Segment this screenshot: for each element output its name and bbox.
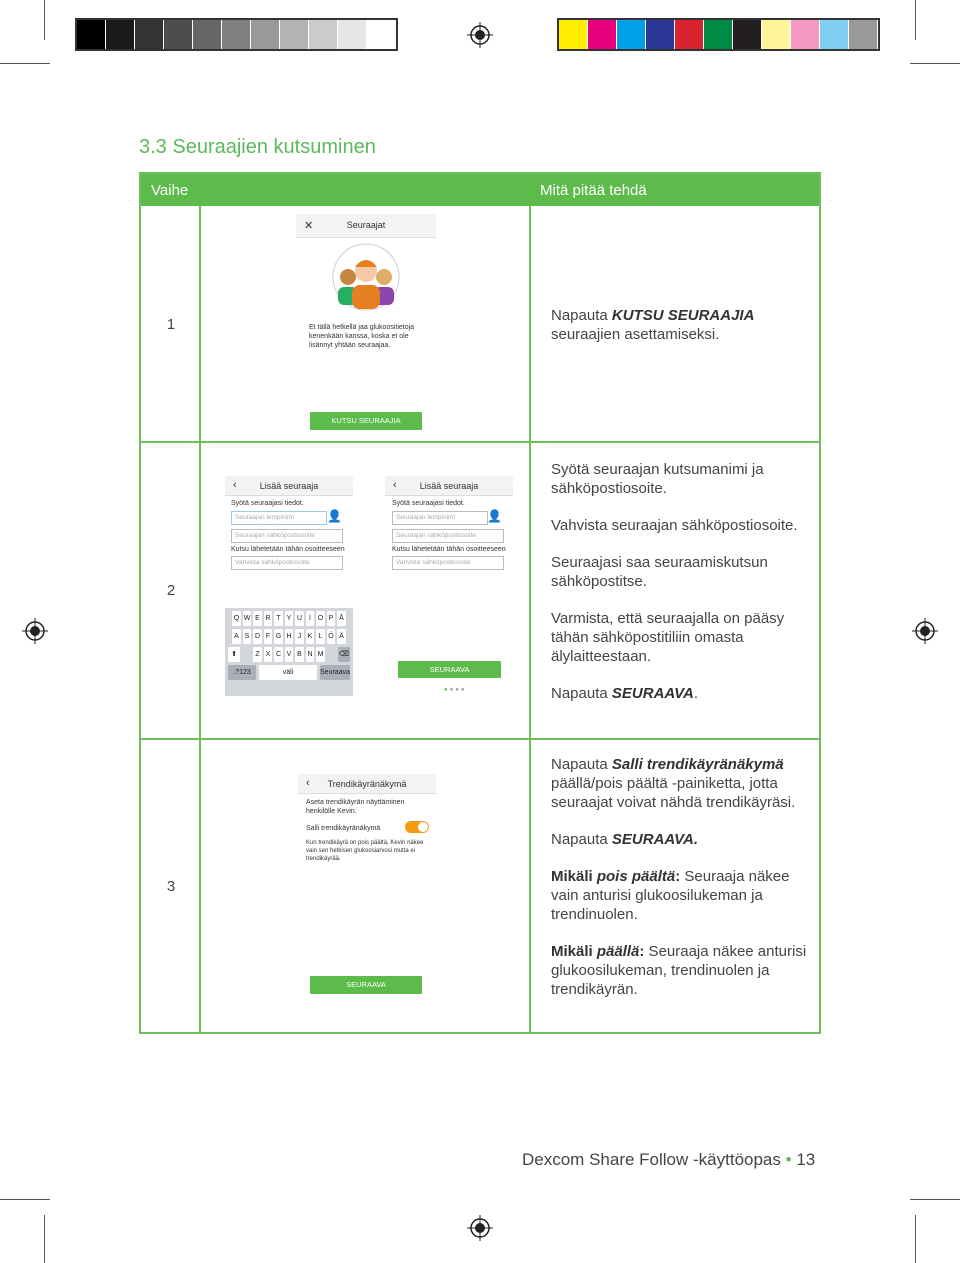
keyboard-key[interactable]: X: [264, 647, 273, 662]
followers-illustration-icon: [332, 243, 400, 311]
empty-followers-message: Et tällä hetkellä jaa glukoositietoja kenenkään kanssa, koska et ole lisännyt yhtään seuraajaa.: [309, 324, 415, 349]
keyboard-key[interactable]: A: [232, 629, 241, 644]
page-footer: [522, 1150, 815, 1170]
registration-mark-icon: [467, 22, 493, 48]
keyboard-key[interactable]: N: [306, 647, 315, 662]
keyboard-key[interactable]: L: [316, 629, 325, 644]
phone-header-title: Trendikäyränäkymä: [327, 779, 407, 789]
text: Napauta: [551, 831, 612, 848]
back-icon[interactable]: ‹: [393, 479, 397, 491]
crop-mark: [915, 1215, 916, 1263]
next-key[interactable]: Seuraava: [320, 665, 350, 680]
back-icon[interactable]: ‹: [233, 479, 237, 491]
invite-address-note: Kutsu lähetetään tähän osoitteeseen: [231, 546, 345, 553]
registration-mark-icon: [912, 618, 938, 644]
invite-followers-button[interactable]: KUTSU SEURAAJIA: [310, 412, 422, 430]
keyboard-key[interactable]: G: [274, 629, 283, 644]
crop-mark: [0, 63, 50, 64]
phone-header: [298, 774, 436, 794]
column-divider: [529, 206, 531, 1032]
text: .: [693, 685, 699, 702]
add-contact-icon[interactable]: 👤: [327, 509, 342, 523]
trend-view-toggle[interactable]: [405, 821, 429, 833]
crop-mark: [910, 1199, 960, 1200]
color-swatch: [193, 20, 222, 49]
color-swatch: [106, 20, 135, 49]
step-number: 1: [166, 316, 176, 333]
bold-term: pois päältä: [596, 868, 676, 885]
crop-mark: [910, 63, 960, 64]
bold-term: :: [675, 868, 681, 885]
step-2-instructions: [551, 460, 811, 721]
table-header: [141, 174, 819, 206]
text: Napauta: [551, 307, 612, 324]
next-button[interactable]: SEURAAVA: [310, 976, 422, 994]
color-swatch: [762, 20, 791, 49]
keyboard-key[interactable]: Y: [285, 611, 294, 626]
back-icon[interactable]: ‹: [306, 777, 310, 789]
text: päällä/pois päältä -painiketta, jotta seuraajat voivat nähdä trendikäyräsi.: [551, 775, 796, 811]
phone-header: [385, 476, 513, 496]
bold-term: SEURAAVA.: [611, 831, 699, 848]
phone-header: [296, 214, 436, 238]
registration-mark-icon: [22, 618, 48, 644]
instruction-text: Seuraajasi saa seuraamiskutsun sähköpostitse.: [551, 554, 768, 590]
color-swatch: [791, 20, 820, 49]
bold-term: KUTSU SEURAAJIA: [611, 307, 755, 324]
page-number: 13: [796, 1150, 816, 1169]
section-title: 3.3 Seuraajien kutsuminen: [139, 136, 376, 158]
next-button[interactable]: SEURAAVA: [398, 661, 501, 678]
space-key[interactable]: väli: [259, 665, 317, 680]
keyboard-key[interactable]: Ö: [327, 629, 336, 644]
keyboard-key[interactable]: B: [295, 647, 304, 662]
shift-key[interactable]: ⬆: [228, 647, 240, 662]
phone-header-title: Seuraajat: [346, 220, 386, 230]
instruction-text: Varmista, että seuraajalla on pääsy tähän sähköpostitiliin omasta älylaitteestaan.: [551, 610, 785, 665]
color-swatch: [164, 20, 193, 49]
bold-term: Mikäli: [551, 868, 597, 885]
page-dots: ●●●●: [444, 687, 467, 693]
color-swatch: [338, 20, 367, 49]
step-3-instructions: [551, 755, 811, 1017]
phone-header: [225, 476, 353, 496]
keyboard-key[interactable]: C: [274, 647, 283, 662]
text: Napauta: [551, 685, 612, 702]
keyboard-key[interactable]: Å: [337, 611, 346, 626]
keyboard-key[interactable]: Ä: [337, 629, 346, 644]
nickname-input[interactable]: Seuraajan lempinimi: [392, 511, 488, 525]
text: seuraajien asettamiseksi.: [551, 326, 720, 343]
keyboard-key[interactable]: T: [274, 611, 283, 626]
step-number: 3: [166, 878, 176, 895]
confirm-email-input[interactable]: Vahvista sähköpostiosoite: [392, 556, 504, 570]
color-swatch: [675, 20, 704, 49]
keyboard-key[interactable]: R: [264, 611, 273, 626]
crop-mark: [44, 1215, 45, 1263]
email-input[interactable]: Seuraajan sähköpostiosoite: [231, 529, 343, 543]
keyboard-key[interactable]: F: [264, 629, 273, 644]
keyboard-key[interactable]: Q: [232, 611, 241, 626]
color-swatch: [222, 20, 251, 49]
header-step: Vaihe: [151, 182, 189, 199]
process-color-bar: [557, 18, 880, 51]
crop-mark: [0, 1199, 50, 1200]
header-what-to-do: Mitä pitää tehdä: [540, 182, 647, 199]
color-swatch: [251, 20, 280, 49]
keyboard-key[interactable]: S: [243, 629, 252, 644]
color-swatch: [559, 20, 588, 49]
color-swatch: [135, 20, 164, 49]
bold-term: Mikäli: [551, 943, 597, 960]
gray-color-bar: [75, 18, 398, 51]
keyboard-key[interactable]: E: [253, 611, 262, 626]
trend-setting-title: Aseta trendikäyrän näyttäminen henkilölle Kevin.: [306, 799, 405, 815]
color-swatch: [646, 20, 675, 49]
text: Napauta: [551, 756, 612, 773]
color-swatch: [309, 20, 338, 49]
color-swatch: [617, 20, 646, 49]
footer-title: Dexcom Share Follow -käyttöopas: [522, 1150, 781, 1169]
color-swatch: [77, 20, 106, 49]
color-swatch: [733, 20, 762, 49]
color-swatch: [820, 20, 849, 49]
keyboard-key[interactable]: K: [306, 629, 315, 644]
step-number: 2: [166, 582, 176, 599]
footer-separator: •: [785, 1150, 792, 1169]
trend-toggle-label: Salli trendikäyränäkymä: [306, 825, 381, 832]
instruction-text: Vahvista seuraajan sähköpostiosoite.: [551, 517, 798, 534]
instruction-text: Syötä seuraajan kutsumanimi ja sähköpostiosoite.: [551, 461, 764, 497]
form-prompt: Syötä seuraajasi tiedot.: [392, 500, 465, 507]
invite-address-note: Kutsu lähetetään tähän osoitteeseen: [392, 546, 506, 553]
step-1-instructions: [551, 306, 811, 362]
keyboard-key[interactable]: W: [243, 611, 252, 626]
keyboard-key[interactable]: J: [295, 629, 304, 644]
color-swatch: [704, 20, 733, 49]
email-input[interactable]: Seuraajan sähköpostiosoite: [392, 529, 504, 543]
keyboard-key[interactable]: P: [327, 611, 336, 626]
keyboard-key[interactable]: I: [306, 611, 315, 626]
row-divider: [141, 738, 819, 740]
on-screen-keyboard: [225, 608, 353, 696]
bold-term: SEURAAVA: [611, 685, 694, 702]
color-swatch: [367, 20, 396, 49]
keyboard-key[interactable]: O: [316, 611, 325, 626]
bold-term: :: [639, 943, 645, 960]
steps-table: [139, 172, 821, 1034]
keyboard-key[interactable]: D: [253, 629, 262, 644]
bold-term: päällä: [596, 943, 640, 960]
color-swatch: [849, 20, 878, 49]
crop-mark: [44, 0, 45, 40]
keyboard-key[interactable]: Z: [253, 647, 262, 662]
keyboard-key[interactable]: V: [285, 647, 294, 662]
text: Seuraaja näkee vain anturisi glukoosilukeman ja trendinuolen.: [551, 868, 790, 923]
text: Seuraaja näkee anturisi glukoosilukeman, trendinuolen ja trendikäyrän.: [551, 943, 807, 998]
add-contact-icon[interactable]: 👤: [487, 509, 502, 523]
crop-mark: [915, 0, 916, 40]
form-prompt: Syötä seuraajasi tiedot.: [231, 500, 304, 507]
bold-term: Salli trendikäyränäkymä: [611, 756, 784, 773]
trend-toggle-note: Kun trendikäyrä on pois päältä, Kevin näkee vain sen hetkisen glukoosiarvosi mutta ei trendikäyrää.: [306, 840, 424, 862]
nickname-input[interactable]: Seuraajan lempinimi: [231, 511, 327, 525]
registration-mark-icon: [467, 1215, 493, 1241]
keyboard-key[interactable]: U: [295, 611, 304, 626]
close-icon[interactable]: ✕: [304, 220, 314, 232]
phone-header-title: Lisää seuraaja: [419, 481, 479, 491]
keyboard-key[interactable]: M: [316, 647, 325, 662]
backspace-key[interactable]: ⌫: [338, 647, 350, 662]
keyboard-key[interactable]: H: [285, 629, 294, 644]
color-swatch: [280, 20, 309, 49]
numbers-key[interactable]: .?123: [228, 665, 256, 680]
confirm-email-input[interactable]: Vahvista sähköpostiosoite: [231, 556, 343, 570]
color-swatch: [588, 20, 617, 49]
phone-header-title: Lisää seuraaja: [259, 481, 319, 491]
row-divider: [141, 441, 819, 443]
